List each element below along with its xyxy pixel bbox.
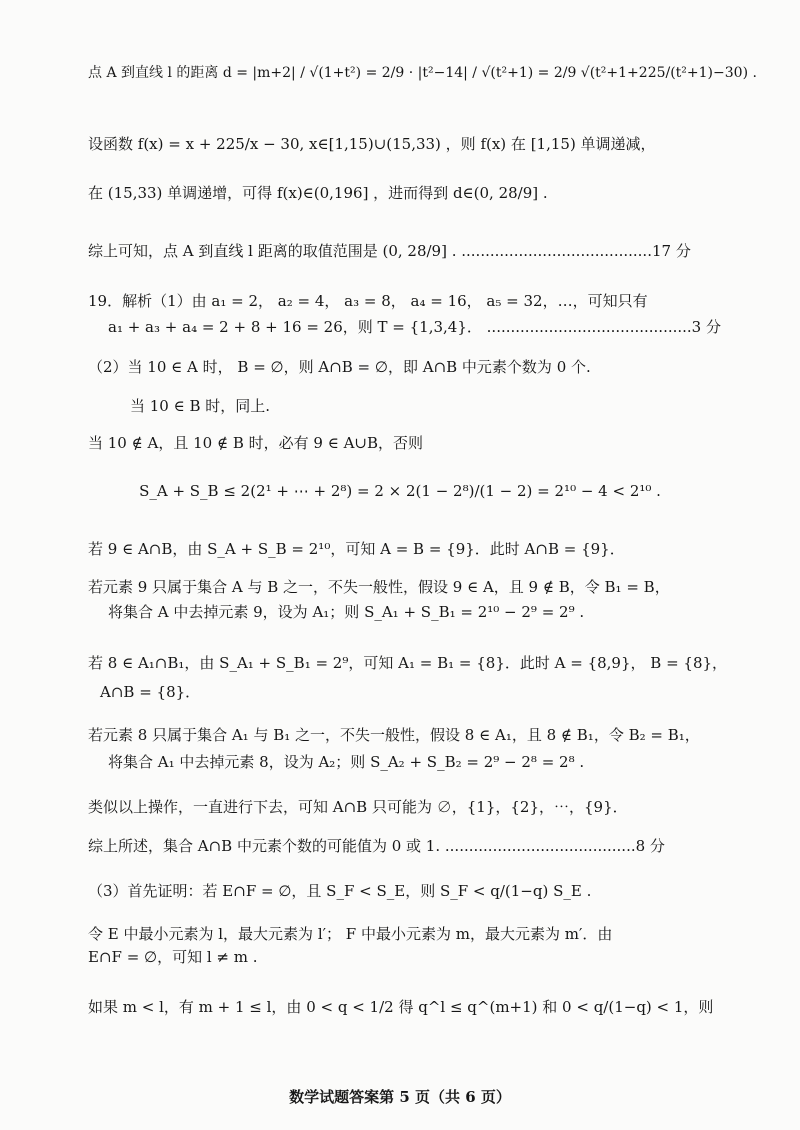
text-line-case-b: 当 10 ∈ B 时，同上. (130, 397, 271, 415)
text-line-eight-intersection: A∩B = {8}． (100, 683, 201, 701)
page-footer: 数学试题答案第 5 页（共 6 页） (289, 1088, 511, 1106)
text-line-range-conclusion: 综上可知，点 A 到直线 l 距离的取值范围是 (0, 28/9] . ........................................17 分 (88, 242, 691, 260)
text-line-case-neither: 当 10 ∉ A，且 10 ∉ B 时，必有 9 ∈ A∪B，否则 (88, 434, 423, 452)
text-line-remove-eight: 将集合 A₁ 中去掉元素 8，设为 A₂；则 S_A₂ + S_B₂ = 2⁹ − 2⁸ = 2⁸ . (108, 753, 585, 771)
text-line-distance-formula: 点 A 到直线 l 的距离 d = |m+2| / √(1+t²) = 2/9 · |t²−14| / √(t²+1) = 2/9 √(t²+1+225/(t²+1)−30) . (88, 65, 757, 81)
text-line-function-def: 设函数 f(x) = x + 225/x − 30, x∈[1,15)∪(15,33) ，则 f(x) 在 [1,15) 单调递减， (88, 135, 656, 153)
text-line-monotonic: 在 (15,33) 单调递增，可得 f(x)∈(0,196] ，进而得到 d∈(0, 28/9] . (88, 184, 548, 202)
text-line-case-m-less-l: 如果 m < l，有 m + 1 ≤ l，由 0 < q < 1/2 得 q^l ≤ q^(m+1) 和 0 < q/(1−q) < 1，则 (88, 998, 714, 1016)
text-line-nine-in-both: 若 9 ∈ A∩B，由 S_A + S_B = 2¹⁰，可知 A = B = {9}．此时 A∩B = {9}． (88, 540, 625, 558)
text-line-eight-in-both: 若 8 ∈ A₁∩B₁，由 S_A₁ + S_B₁ = 2⁹，可知 A₁ = B₁ = {8}．此时 A = {8,9}， B = {8}， (88, 654, 728, 672)
text-line-q19-part2-start: （2）当 10 ∈ A 时， B = ∅，则 A∩B = ∅，即 A∩B 中元素个数为 0 个. (88, 358, 591, 376)
text-line-l-not-m: E∩F = ∅，可知 l ≠ m . (88, 948, 258, 966)
text-line-repeat: 类似以上操作，一直进行下去，可知 A∩B 只可能为 ∅，{1}，{2}，⋯，{9}． (88, 798, 628, 816)
text-line-remove-nine: 将集合 A 中去掉元素 9，设为 A₁；则 S_A₁ + S_B₁ = 2¹⁰ − 2⁹ = 2⁹ . (108, 603, 585, 621)
text-line-part2-conclusion: 综上所述，集合 A∩B 中元素个数的可能值为 0 或 1. ........................................8 分 (88, 837, 665, 855)
text-line-q19-part1: 19．解析（1）由 a₁ = 2， a₂ = 4， a₃ = 8， a₄ = 16， a₅ = 32，…，可知只有 (88, 292, 648, 310)
text-line-nine-in-one: 若元素 9 只属于集合 A 与 B 之一，不失一般性，假设 9 ∈ A，且 9 ∉ B，令 B₁ = B， (88, 578, 670, 596)
formula-sum-bound: S_A + S_B ≤ 2(2¹ + ⋯ + 2⁸) = 2 × 2(1 − 2⁸)/(1 − 2) = 2¹⁰ − 4 < 2¹⁰ . (139, 482, 661, 500)
text-line-q19-part1-result: a₁ + a₃ + a₄ = 2 + 8 + 16 = 26，则 T = {1,3,4}． ...........................................3 分 (108, 318, 721, 336)
text-line-min-max-elements: 令 E 中最小元素为 l，最大元素为 l′； F 中最小元素为 m，最大元素为 m′．由 (88, 925, 613, 943)
text-line-eight-in-one: 若元素 8 只属于集合 A₁ 与 B₁ 之一，不失一般性，假设 8 ∈ A₁，且 8 ∉ B₁，令 B₂ = B₁， (88, 726, 700, 744)
text-line-q19-part3: （3）首先证明：若 E∩F = ∅，且 S_F < S_E，则 S_F < q/(1−q) S_E . (88, 882, 592, 900)
